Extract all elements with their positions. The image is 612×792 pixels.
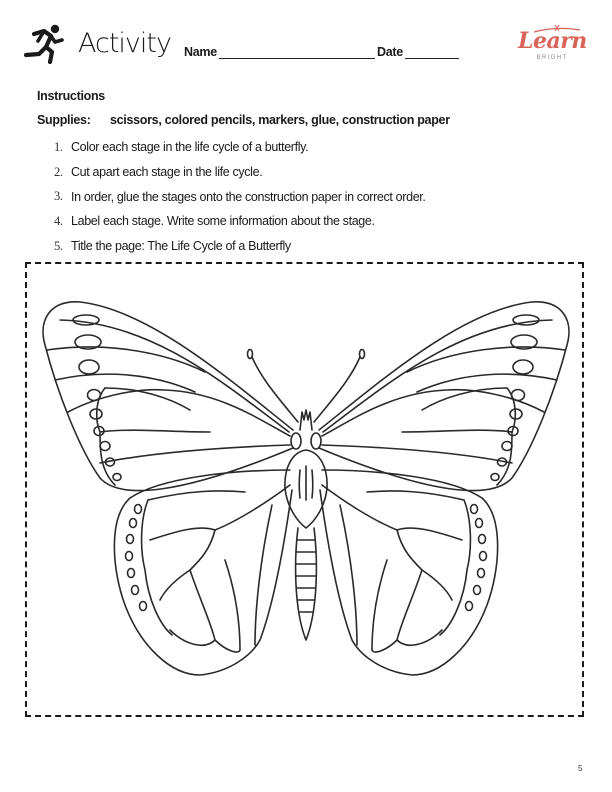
right-hindwing [320, 470, 498, 675]
instructions-heading: Instructions [37, 89, 105, 103]
left-hindwing [114, 470, 292, 675]
date-label: Date [377, 45, 403, 59]
page-number: 5 [578, 764, 583, 773]
step-text: Label each stage. Write some information about the stage. [71, 214, 375, 229]
butterfly-body [285, 410, 327, 640]
step-text: Color each stage in the life cycle of a butterfly. [71, 140, 309, 155]
logo-sub-text: BRIGHT [536, 55, 568, 61]
supplies-label: Supplies: [37, 113, 91, 127]
logo-script-text: Learn [518, 28, 587, 54]
step-number: 5. [54, 238, 63, 253]
left-forewing [43, 302, 293, 491]
step-text: Title the page: The Life Cycle of a Butterfly [71, 239, 291, 254]
step-number: 2. [54, 164, 63, 179]
step-number: 3. [54, 189, 63, 204]
right-forewing [319, 302, 569, 491]
page-title: Activity [78, 28, 171, 59]
supplies-value: scissors, colored pencils, markers, glue, construction paper [110, 113, 450, 127]
step-number: 4. [54, 213, 63, 228]
step-number: 1. [54, 139, 63, 154]
name-label: Name [184, 45, 217, 59]
step-text: Cut apart each stage in the life cycle. [71, 165, 263, 180]
step-text: In order, glue the stages onto the construction paper in correct order. [71, 189, 426, 204]
